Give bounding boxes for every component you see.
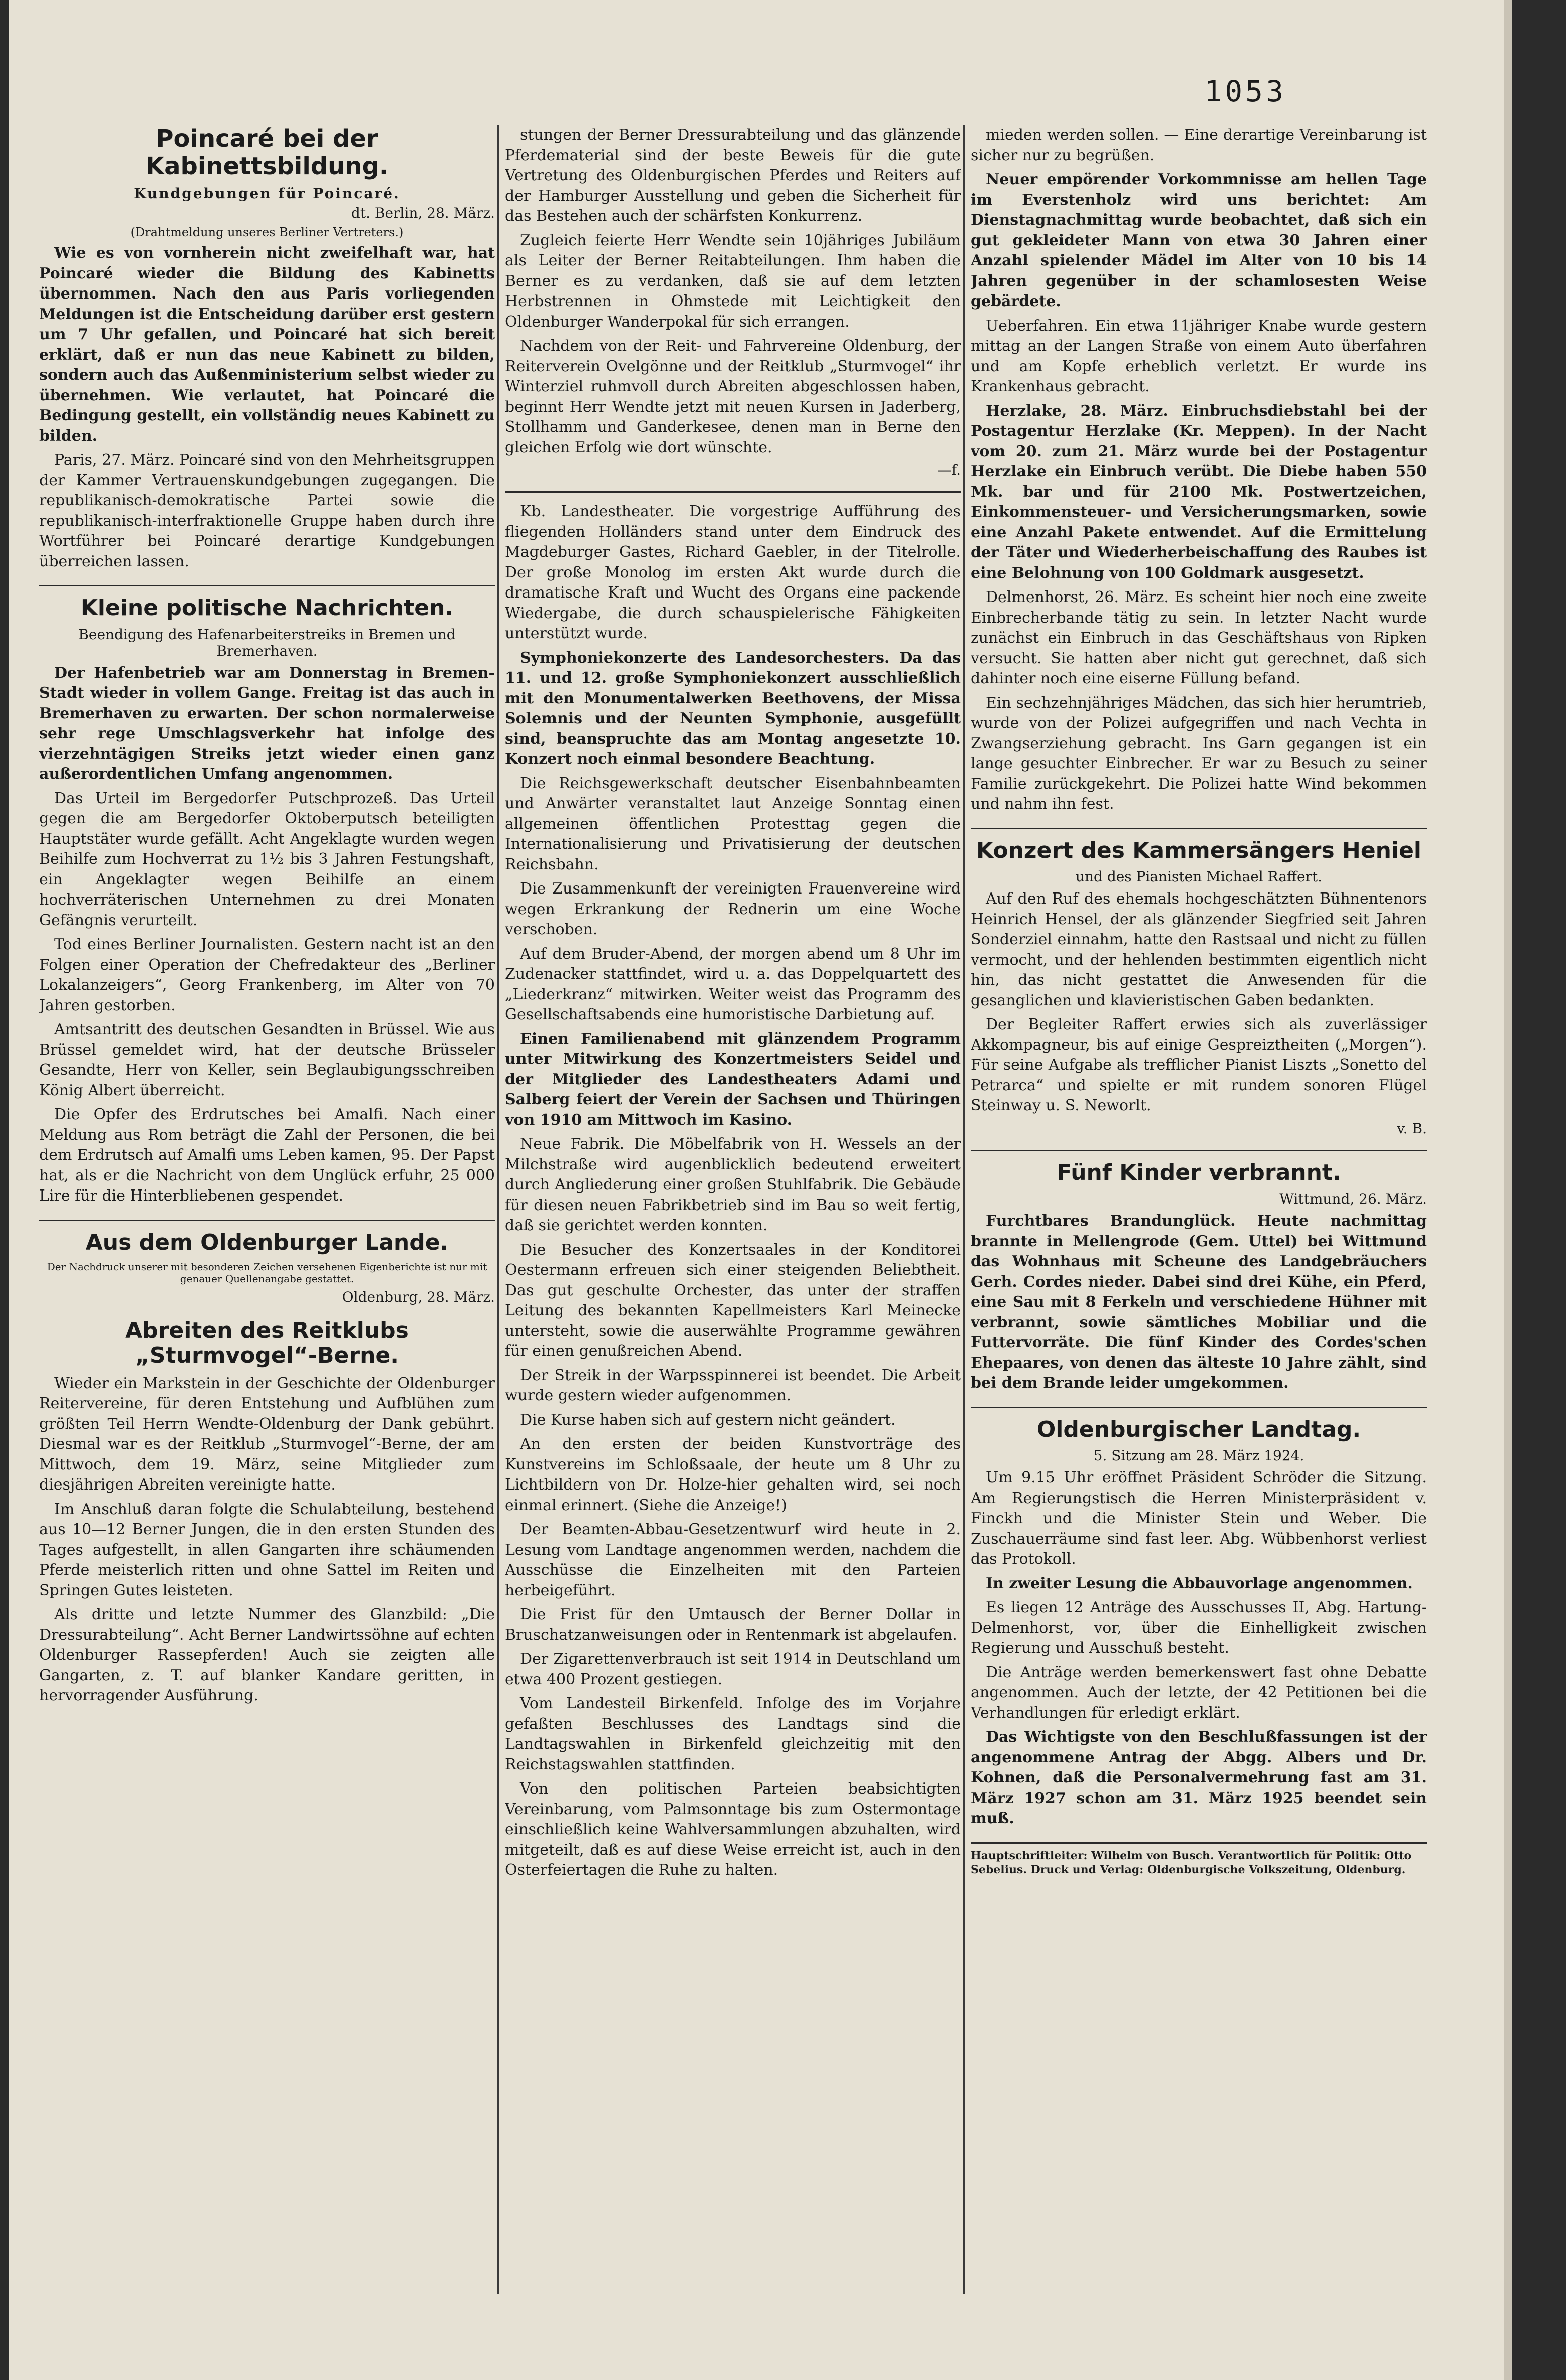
paragraph: Nachdem von der Reit- und Fahrvereine Oldenburg, der Reiterverein Ovelgönne und der Reitklub „Sturmvogel“ ihr Winterziel ruhmvoll durch Abreiten abgeschlossen haben, beginnt Herr Wendte jetzt mit neuen Kursen in Jaderberg, Stollhamm und Ganderkesee, denen man in Berne den gleichen Erfolg wie dort wünschte. bbox=[505, 337, 961, 456]
column-1 bbox=[39, 125, 495, 2294]
paragraph: Der Beamten-Abbau-Gesetzentwurf wird heute in 2. Lesung vom Landtage angenommen werden, nachdem die Ausschüsse die Einzelheiten mit den Parteien herbeigeführt. bbox=[505, 1521, 961, 1599]
paragraph: Wie es von vornherein nicht zweifelhaft war, hat Poincaré wieder die Bildung des Kabinetts übernommen. Nach den aus Paris vorliegenden Meldungen ist die Entscheidung darüber erst gestern um 7 Uhr gefallen, und Poincaré hat sich bereit erklärt, daß er nun das neue Kabinett zu bilden, sondern auch das Außenministerium selbst wieder zu übernehmen. Wie verlautet, hat Poincaré die Bedingung gestellt, ein vollständig neues Kabinett zu bilden. bbox=[39, 244, 495, 445]
paragraph: Im Anschluß daran folgte die Schulabteilung, bestehend aus 10—12 Berner Jungen, die in den ersten Stunden des Tages aufgestellt, in allen Gangarten ihre schäumenden Pferde meisterlich ritten und ohne Sattel im Reiten und Springen Gutes leisteten. bbox=[39, 1500, 495, 1599]
article-title: Fünf Kinder verbrannt. bbox=[1057, 1159, 1341, 1185]
divider bbox=[971, 1407, 1427, 1408]
paragraph: Paris, 27. März. Poincaré sind von den Mehrheitsgruppen der Kammer Vertrauenskundgebungen zugegangen. Die republikanisch-demokratische Partei sowie die republikanisch-interfraktionelle Gruppe haben durch ihre Wortführer bei Poincaré derartige Kundgebungen überreichen lassen. bbox=[39, 451, 495, 570]
article-kleine-nachrichten bbox=[39, 596, 495, 1207]
binding-edge bbox=[1504, 0, 1512, 2380]
paragraph: Der Begleiter Raffert erwies sich als zuverlässiger Akkompagneur, bis auf einige Gespreiztheiten („Morgen“). Für seine Aufgabe als trefflicher Pianist Liszts „Sonetto del Petrarca“ und spielte er mit rundem sonoren Flügel Steinway u. S. Neworlt. bbox=[971, 1016, 1427, 1115]
paragraph: stungen der Berner Dressurabteilung und das glänzende Pferdematerial sind der beste Beweis für die gute Vertretung des Oldenburgischen Pferdes und Reiters auf der Hamburger Ausstellung und geben die Sicherheit für das Bestehen auch der schärfsten Konkurrenz. bbox=[505, 126, 961, 225]
paragraph: Die Opfer des Erdrutsches bei Amalfi. Nach einer Meldung aus Rom beträgt die Zahl der Personen, die bei dem Erdrutsch auf Amalfi ums Leben kamen, 95. Der Papst hat, als er die Nachricht von dem Unglück erfuhr, 25 000 Lire für die Hinterbliebenen gespendet. bbox=[39, 1106, 495, 1205]
paragraph: Zugleich feierte Herr Wendte sein 10jähriges Jubiläum als Leiter der Berner Reitabteilungen. Ihm haben die Berner es zu verdanken, daß sie auf dem letzten Herbstrennen in Ohmstede mit Leichtigkeit den Oldenburger Wanderpokal für sich errangen. bbox=[505, 231, 961, 331]
paragraph: Vom Landesteil Birkenfeld. Infolge des im Vorjahre gefaßten Beschlusses des Landtags sind die Landtagswahlen in Birkenfeld gleichzeitig mit den Reichstagswahlen stattfinden. bbox=[505, 1695, 961, 1773]
paragraph: Um 9.15 Uhr eröffnet Präsident Schröder die Sitzung. Am Regierungstisch die Herren Ministerpräsident v. Finckh und die Minister Stein und Weber. Die Zuschauerräume sind fast leer. Abg. Wübbenhorst verliest das Protokoll. bbox=[971, 1469, 1427, 1568]
article-reitklub-continued bbox=[505, 125, 961, 478]
paragraph: Es liegen 12 Anträge des Ausschusses II, Abg. Hartung-Delmenhorst, vor, über die Einhelligkeit zwischen Regierung und Ausschuß besteht. bbox=[971, 1599, 1427, 1657]
section-title: Aus dem Oldenburger Lande. bbox=[85, 1229, 449, 1255]
article-title: Konzert des Kammersängers Heniel bbox=[976, 837, 1421, 863]
paragraph: Herzlake, 28. März. Einbruchsdiebstahl bei der Postagentur Herzlake (Kr. Meppen). In der Nacht vom 20. zum 21. März wurde bei der Postagentur Herzlake ein Einbruch verübt. Die Diebe haben 550 Mk. bar und für 2100 Mk. Postwertzeichen, Einkommensteuer- und Versicherungsmarken, sowie eine Anzahl Pakete entwendet. Auf die Ermittelung der Täter und Wiederherbeischaffung des Raubes ist eine Belohnung von 100 Goldmark ausgesetzt. bbox=[971, 402, 1427, 582]
paragraph: Amtsantritt des deutschen Gesandten in Brüssel. Wie aus Brüssel gemeldet wird, hat der deutsche Brüsseler Gesandte, Herr von Keller, sein Beglaubigungsschreiben König Albert überreicht. bbox=[39, 1021, 495, 1099]
paragraph: Symphoniekonzerte des Landesorchesters. Da das 11. und 12. große Symphoniekonzert ausschließlich mit den Monumentalwerken Beethovens, der Missa Solemnis und der Neunten Symphonie, ausgefüllt sind, beanspruchte das am Montag angesetzte 10. Konzert noch einmal besondere Beachtung. bbox=[505, 649, 961, 768]
paragraph: Wieder ein Markstein in der Geschichte der Oldenburger Reitervereine, für deren Entstehung und Aufblühen zum größten Teil Herrn Wendte-Oldenburg der Dank gebührt. Diesmal war es der Reitklub „Sturmvogel“-Berne, der am Mittwoch, dem 19. März, seine Mitglieder zum diesjährigen Abreiten vereinigte hatte. bbox=[39, 1374, 495, 1494]
article-title: Poincaré bei der Kabinettsbildung. bbox=[145, 125, 389, 181]
paragraph: Einen Familienabend mit glänzendem Programm unter Mitwirkung des Konzertmeisters Seidel und der Mitglieder des Landestheaters Adami und Salberg feiert der Verein der Sachsen und Thüringen von 1910 am Mittwoch im Kasino. bbox=[505, 1030, 961, 1129]
paragraph: Das Wichtigste von den Beschlußfassungen ist der angenommene Antrag der Abgg. Albers und Dr. Kohnen, daß die Personalvermehrung fast am 31. März 1927 schon am 31. März 1925 beendet sein muß. bbox=[971, 1728, 1427, 1828]
article-oldenburger-lande bbox=[39, 1230, 495, 1305]
article-subtitle: 5. Sitzung am 28. März 1924. bbox=[1093, 1447, 1304, 1464]
paragraph: Furchtbares Brandunglück. Heute nachmittag brannte in Mellengrode (Gem. Uttel) bei Wittmund das Wohnhaus mit Scheune des Landgebräuchers Gerh. Cordes nieder. Dabei sind drei Kühe, ein Pferd, eine Sau mit 8 Ferkeln und verschiedene Hühner mit verbrannt, sowie sämtliches Mobiliar und die Futtervorräte. Die fünf Kinder des Cordes'schen Ehepaares, von denen das älteste 10 Jahre zählt, sind bei dem Brande leider umgekommen. bbox=[971, 1212, 1427, 1392]
dateline: Oldenburg, 28. März. bbox=[342, 1288, 495, 1305]
paragraph: Der Hafenbetrieb war am Donnerstag in Bremen-Stadt wieder in vollem Gange. Freitag ist das auch in Bremerhaven zu erwarten. Der schon normalerweise sehr rege Umschlagsverkehr hat infolge des vierzehntägigen Streiks jetzt wieder einen ganz außerordentlichen Umfang angenommen. bbox=[39, 664, 495, 783]
article-subtitle: Beendigung des Hafenarbeiterstreiks in Bremen und Bremerhaven. bbox=[78, 626, 456, 659]
paragraph: Auf den Ruf des ehemals hochgeschätzten Bühnentenors Heinrich Hensel, der als glänzender Siegfried seit Jahren Sonderziel einnahm, hatte den Rastsaal und nicht zu füllen vermocht, und der hehlenden bestimmten eigentlich nicht hin, das nicht gestattet die Anwesenden für die gesanglichen und klavieristischen Gaben bedankten. bbox=[971, 890, 1427, 1009]
column-3 bbox=[971, 125, 1427, 2294]
paragraph: Der Zigarettenverbrauch ist seit 1914 in Deutschland um etwa 400 Prozent gestiegen. bbox=[505, 1650, 961, 1688]
paragraph: Ueberfahren. Ein etwa 11jähriger Knabe wurde gestern mittag an der Langen Straße von einem Auto überfahren und am Kopfe erheblich verletzt. Er wurde ins Krankenhaus gebracht. bbox=[971, 317, 1427, 395]
paragraph: In zweiter Lesung die Abbauvorlage angenommen. bbox=[986, 1574, 1413, 1592]
imprint: Hauptschriftleiter: Wilhelm von Busch. Verantwortlich für Politik: Otto Sebelius. Druck und Verlag: Oldenburgische Volkszeitung, Oldenburg. bbox=[971, 1842, 1427, 1877]
paragraph: Die Kurse haben sich auf gestern nicht geändert. bbox=[520, 1411, 896, 1429]
paragraph: Die Reichsgewerkschaft deutscher Eisenbahnbeamten und Anwärter veranstaltet laut Anzeige Sonntag einen allgemeinen öffentlichen Protesttag gegen die Internationalisierung und Privatisierung der deutschen Reichsbahn. bbox=[505, 774, 961, 873]
paragraph: Als dritte und letzte Nummer des Glanzbild: „Die Dressurabteilung“. Acht Berner Landwirtssöhne auf echten Oldenburger Rassepferden! Auch sie zeigten alle Gangarten, z. T. auf blanker Kandare geritten, in hervorragender Ausführung. bbox=[39, 1606, 495, 1705]
paragraph: Neuer empörender Vorkommnisse am hellen Tage im Everstenholz wird uns berichtet: Am Dienstagnachmittag wurde beobachtet, daß sich ein gut gekleideter Mann von etwa 30 Jahren einer Anzahl spielender Mädel im Alter von 10 bis 14 Jahren gegenüber in der schamlosesten Weise gebärdete. bbox=[971, 171, 1427, 310]
paragraph: Tod eines Berliner Journalisten. Gestern nacht ist an den Folgen einer Operation der Chefredakteur des „Berliner Lokalanzeigers“, Georg Frankenberg, im Alter von 70 Jahren gestorben. bbox=[39, 936, 495, 1014]
article-title: Oldenburgischer Landtag. bbox=[1036, 1416, 1361, 1442]
paragraph: An den ersten der beiden Kunstvorträge des Kunstvereins im Schloßsaale, der heute um 8 Uhr zu Lichtbildern von Dr. Holze-hier gehalten wird, sei noch einmal erinnert. (Siehe die Anzeige!) bbox=[505, 1435, 961, 1514]
paragraph: Die Zusammenkunft der vereinigten Frauenvereine wird wegen Erkrankung der Rednerin um eine Woche verschoben. bbox=[505, 880, 961, 938]
paragraph: Delmenhorst, 26. März. Es scheint hier noch eine zweite Einbrecherbande tätig zu sein. In letzter Nacht wurde zunächst ein Einbruch in das Geschäftshaus von Ripken versucht. Sie hatten aber nicht gut gerechnet, daß sich dahinter noch eine eiserne Füllung befand. bbox=[971, 588, 1427, 687]
column-rule bbox=[497, 125, 499, 2294]
paragraph: Ein sechzehnjähriges Mädchen, das sich hier herumtrieb, wurde von der Polizei aufgegriffen und nach Vechta in Zwangserziehung gebracht. Ins Garn gegangen ist ein lange gesuchter Einbrecher. Er war zu Besuch zu seiner Familie zurückgekehrt. Die Polizei hatte Wind bekommen und nahm ihn fest. bbox=[971, 694, 1427, 813]
article-reitklub bbox=[39, 1318, 495, 1706]
newspaper-page bbox=[9, 0, 1512, 2380]
page-number: 1053 bbox=[1204, 74, 1286, 108]
article-landtag bbox=[971, 1417, 1427, 1829]
article-konzert bbox=[971, 838, 1427, 1137]
local-news-continued bbox=[971, 125, 1427, 815]
column-2 bbox=[505, 125, 961, 2294]
divider bbox=[505, 491, 961, 493]
article-title: Abreiten des Reitklubs „Sturmvogel“-Berne. bbox=[125, 1317, 409, 1369]
divider bbox=[39, 585, 495, 586]
paragraph: Kb. Landestheater. Die vorgestrige Aufführung des fliegenden Holländers stand unter dem Eindruck des Magdeburger Gastes, Richard Gaebler, in der Titelrolle. Der große Monolog im ersten Akt wurde durch die dramatische Kraft und Wucht des Organs eine packende Wiedergabe, die durch schauspielerische Fähigkeiten unterstützt wurde. bbox=[505, 503, 961, 642]
divider bbox=[971, 828, 1427, 829]
author-signature: v. B. bbox=[1397, 1120, 1427, 1137]
local-news bbox=[505, 502, 961, 1881]
column-rule bbox=[963, 125, 965, 2294]
paragraph: Die Anträge werden bemerkenswert fast ohne Debatte angenommen. Auch der letzte, der 42 Petitionen bei die Verhandlungen für erledigt erklärt. bbox=[971, 1663, 1427, 1722]
author-signature: —f. bbox=[937, 462, 961, 478]
article-subtitle: und des Pianisten Michael Raffert. bbox=[1075, 868, 1323, 885]
paragraph: Auf dem Bruder-Abend, der morgen abend um 8 Uhr im Zudenacker stattfindet, wird u. a. das Doppelquartett des „Liederkranz“ mitwirken. Weiter weist das Programm des Gesellschaftsabends eine humoristische Darbietung auf. bbox=[505, 945, 961, 1023]
article-poincare bbox=[39, 125, 495, 572]
paragraph: Neue Fabrik. Die Möbelfabrik von H. Wessels an der Milchstraße wird augenblicklich bedeutend erweitert durch Angliederung einer großen Stuhlfabrik. Die Gebäude für diesen neuen Fabrikbetrieb sind im Bau so weit fertig, daß sie gerichtet werden konnten. bbox=[505, 1135, 961, 1234]
reprint-note: Der Nachdruck unserer mit besonderen Zeichen versehenen Eigenberichte ist nur mit genauer Quellenangabe gestattet. bbox=[47, 1260, 487, 1285]
dateline: dt. Berlin, 28. März. bbox=[351, 205, 495, 222]
paragraph: Von den politischen Parteien beabsichtigten Vereinbarung, vom Palmsonntage bis zum Ostermontage einschließlich keine Wahlversammlungen abzuhalten, wird mitgeteilt, daß es auf diese Weise erreicht ist, auch in den Osterfeiertagen die Ruhe zu halten. bbox=[505, 1780, 961, 1879]
wire-note: (Drahtmeldung unseres Berliner Vertreters.) bbox=[130, 225, 404, 240]
paragraph: Der Streik in der Warpsspinnerei ist beendet. Die Arbeit wurde gestern wieder aufgenommen. bbox=[505, 1366, 961, 1404]
divider bbox=[39, 1220, 495, 1221]
dateline: Wittmund, 26. März. bbox=[1279, 1191, 1427, 1208]
article-title: Kleine politische Nachrichten. bbox=[80, 595, 454, 621]
article-fuenf-kinder bbox=[971, 1160, 1427, 1394]
divider bbox=[971, 1150, 1427, 1151]
paragraph: mieden werden sollen. — Eine derartige Vereinbarung ist sicher nur zu begrüßen. bbox=[971, 126, 1427, 164]
paragraph: Die Besucher des Konzertsaales in der Konditorei Oestermann erfreuen sich einer steigenden Beliebtheit. Das gut geschulte Orchester, das unter der straffen Leitung des bekannten Kapellmeisters Karl Meinecke untersteht, sowie die auserwählte Programme gewähren für einen genußreichen Abend. bbox=[505, 1241, 961, 1360]
paragraph: Die Frist für den Umtausch der Berner Dollar in Bruschatzanweisungen oder in Rentenmark ist abgelaufen. bbox=[505, 1606, 961, 1644]
article-subtitle: Kundgebungen für Poincaré. bbox=[134, 185, 400, 202]
paragraph: Das Urteil im Bergedorfer Putschprozeß. Das Urteil gegen die am Bergedorfer Oktoberputsch beteiligten Hauptstäter wurde gefällt. Acht Angeklagte wurden wegen Beihilfe zum Hochverrat zu 1½ bis 3 Jahren Festungshaft, ein Angeklagter wegen Beihilfe an einem hochverräterischen Unternehmen zu drei Monaten Gefängnis verurteilt. bbox=[39, 789, 495, 929]
